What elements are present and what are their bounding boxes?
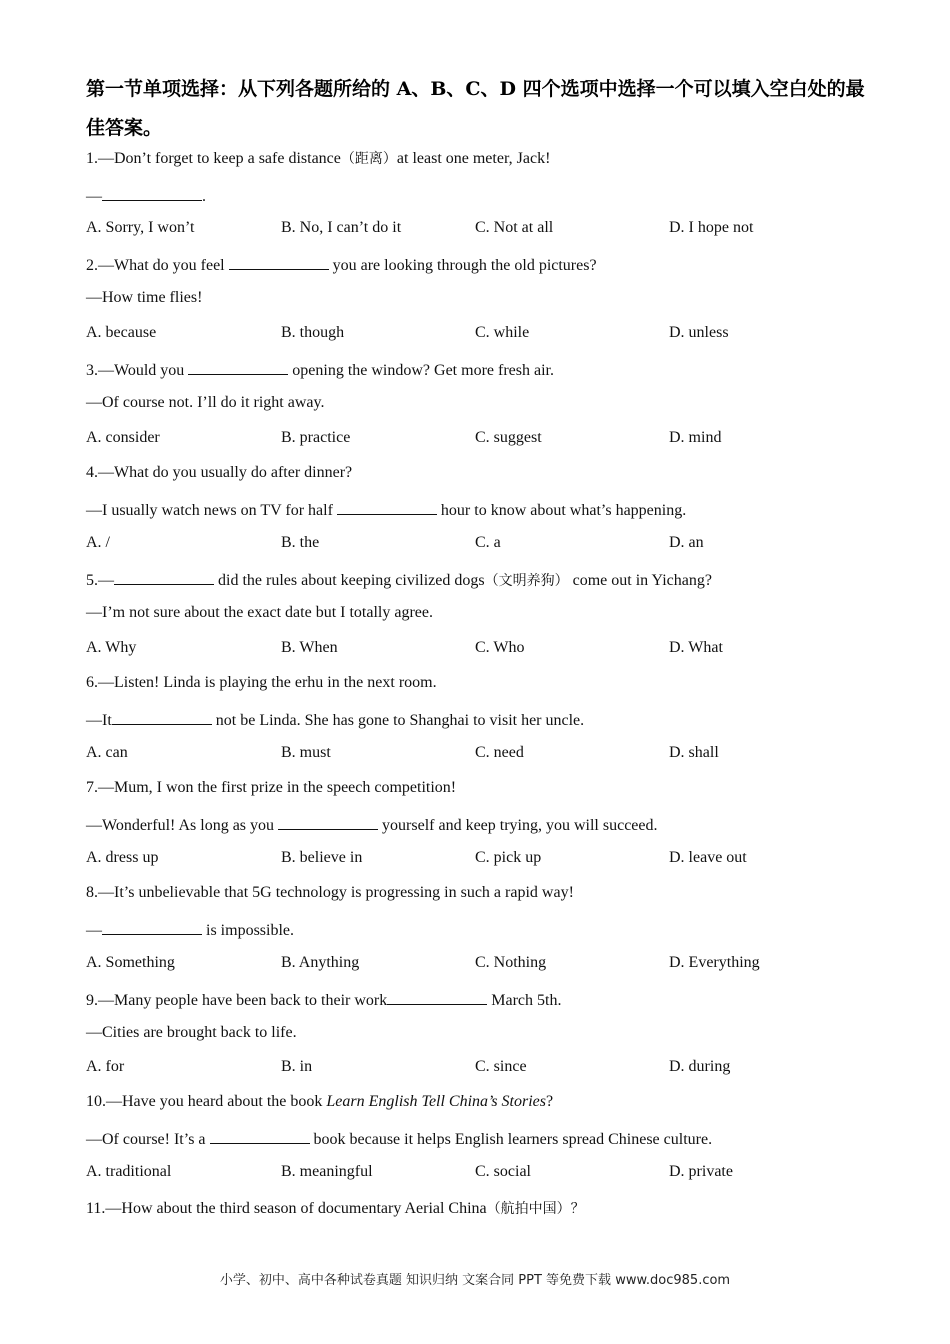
option-c[interactable]: C. need xyxy=(475,744,524,761)
question-7-prompt: 7.—Mum, I won the first prize in the speech competition! xyxy=(86,779,457,796)
question-3-reply: —Of course not. I’ll do it right away. xyxy=(86,394,325,411)
option-d[interactable]: D. What xyxy=(669,639,723,656)
option-d[interactable]: D. I hope not xyxy=(669,219,754,236)
question-1-reply: — . xyxy=(86,185,206,207)
question-5-prompt: 5.— did the rules about keeping civilized dogs（文明养狗） come out in Yichang? xyxy=(86,569,712,591)
question-6-reply: —It not be Linda. She has gone to Shanghai to visit her uncle. xyxy=(86,709,584,731)
question-3-options xyxy=(86,429,886,451)
question-8-prompt: 8.—It’s unbelievable that 5G technology is progressing in such a rapid way! xyxy=(86,884,574,901)
answer-blank xyxy=(337,499,437,515)
page-footer: 小学、初中、高中各种试卷真题 知识归纳 文案合同 PPT 等免费下载 www.doc985.com xyxy=(219,1273,731,1288)
option-b[interactable]: B. No, I can’t do it xyxy=(281,219,402,236)
option-c[interactable]: C. a xyxy=(475,534,501,551)
option-b[interactable]: B. practice xyxy=(281,429,351,446)
option-c[interactable]: C. while xyxy=(475,324,530,341)
option-c[interactable]: C. since xyxy=(475,1058,527,1075)
answer-blank xyxy=(102,919,202,935)
option-b[interactable]: B. in xyxy=(281,1058,313,1075)
question-11-prompt: 11.—How about the third season of documentary Aerial China（航拍中国）？ xyxy=(86,1200,585,1217)
option-a[interactable]: A. Why xyxy=(86,639,137,656)
question-4-options xyxy=(86,534,886,556)
option-b[interactable]: B. though xyxy=(281,324,345,341)
option-d[interactable]: D. unless xyxy=(669,324,729,341)
option-a[interactable]: A. Sorry, I won’t xyxy=(86,219,195,236)
option-d[interactable]: D. Everything xyxy=(669,954,760,971)
answer-blank xyxy=(229,254,329,270)
option-a[interactable]: A. because xyxy=(86,324,157,341)
option-a[interactable]: A. / xyxy=(86,534,110,551)
option-c[interactable]: C. Who xyxy=(475,639,525,656)
question-10-options xyxy=(86,1163,886,1185)
question-1-prompt: 1.—Don’t forget to keep a safe distance（距离）at least one meter, Jack! xyxy=(86,150,551,167)
question-4-prompt: 4.—What do you usually do after dinner? xyxy=(86,464,353,481)
option-b[interactable]: B. Anything xyxy=(281,954,360,971)
option-a[interactable]: A. Something xyxy=(86,954,175,971)
section-heading: 第一节单项选择：从下列各题所给的 A、B、C、D 四个选项中选择一个可以填入空白处的最佳答案。 xyxy=(86,78,865,139)
question-9-reply: —Cities are brought back to life. xyxy=(86,1024,297,1041)
question-9-prompt: 9.—Many people have been back to their work March 5th. xyxy=(86,989,561,1011)
question-10-prompt: 10.—Have you heard about the book Learn English Tell China’s Stories? xyxy=(86,1093,554,1110)
option-a[interactable]: A. consider xyxy=(86,429,160,446)
question-7-options xyxy=(86,849,886,871)
answer-blank xyxy=(114,569,214,585)
option-b[interactable]: B. must xyxy=(281,744,331,761)
question-1-options xyxy=(86,219,886,241)
question-10-reply: —Of course! It’s a book because it helps English learners spread Chinese culture. xyxy=(86,1128,712,1150)
option-b[interactable]: B. When xyxy=(281,639,338,656)
answer-blank xyxy=(188,359,288,375)
option-d[interactable]: D. mind xyxy=(669,429,722,446)
option-d[interactable]: D. shall xyxy=(669,744,719,761)
question-5-reply: —I’m not sure about the exact date but I totally agree. xyxy=(86,604,433,621)
question-4-reply: —I usually watch news on TV for half hour to know about what’s happening. xyxy=(86,499,686,521)
question-2-options xyxy=(86,324,886,346)
question-8-options xyxy=(86,954,886,976)
option-a[interactable]: A. can xyxy=(86,744,128,761)
book-title: Learn English Tell China’s Stories xyxy=(326,1093,546,1110)
option-c[interactable]: C. pick up xyxy=(475,849,542,866)
option-d[interactable]: D. leave out xyxy=(669,849,747,866)
answer-blank xyxy=(210,1128,310,1144)
question-6-options xyxy=(86,744,886,766)
option-c[interactable]: C. suggest xyxy=(475,429,542,446)
option-d[interactable]: D. private xyxy=(669,1163,733,1180)
option-c[interactable]: C. Nothing xyxy=(475,954,547,971)
option-b[interactable]: B. the xyxy=(281,534,320,551)
question-2-prompt: 2.—What do you feel you are looking through the old pictures? xyxy=(86,254,597,276)
question-2-reply: —How time flies! xyxy=(86,289,203,306)
option-b[interactable]: B. believe in xyxy=(281,849,363,866)
question-9-options xyxy=(86,1058,886,1080)
option-c[interactable]: C. Not at all xyxy=(475,219,554,236)
option-d[interactable]: D. an xyxy=(669,534,704,551)
answer-blank xyxy=(278,814,378,830)
option-b[interactable]: B. meaningful xyxy=(281,1163,373,1180)
option-a[interactable]: A. dress up xyxy=(86,849,159,866)
question-3-prompt: 3.—Would you opening the window? Get more fresh air. xyxy=(86,359,554,381)
option-d[interactable]: D. during xyxy=(669,1058,731,1075)
question-6-prompt: 6.—Listen! Linda is playing the erhu in the next room. xyxy=(86,674,437,691)
question-7-reply: —Wonderful! As long as you yourself and keep trying, you will succeed. xyxy=(86,814,658,836)
answer-blank xyxy=(102,185,202,201)
answer-blank xyxy=(387,989,487,1005)
option-a[interactable]: A. for xyxy=(86,1058,125,1075)
option-c[interactable]: C. social xyxy=(475,1163,531,1180)
question-8-reply: — is impossible. xyxy=(86,919,294,941)
question-5-options xyxy=(86,639,886,661)
option-a[interactable]: A. traditional xyxy=(86,1163,172,1180)
answer-blank xyxy=(112,709,212,725)
